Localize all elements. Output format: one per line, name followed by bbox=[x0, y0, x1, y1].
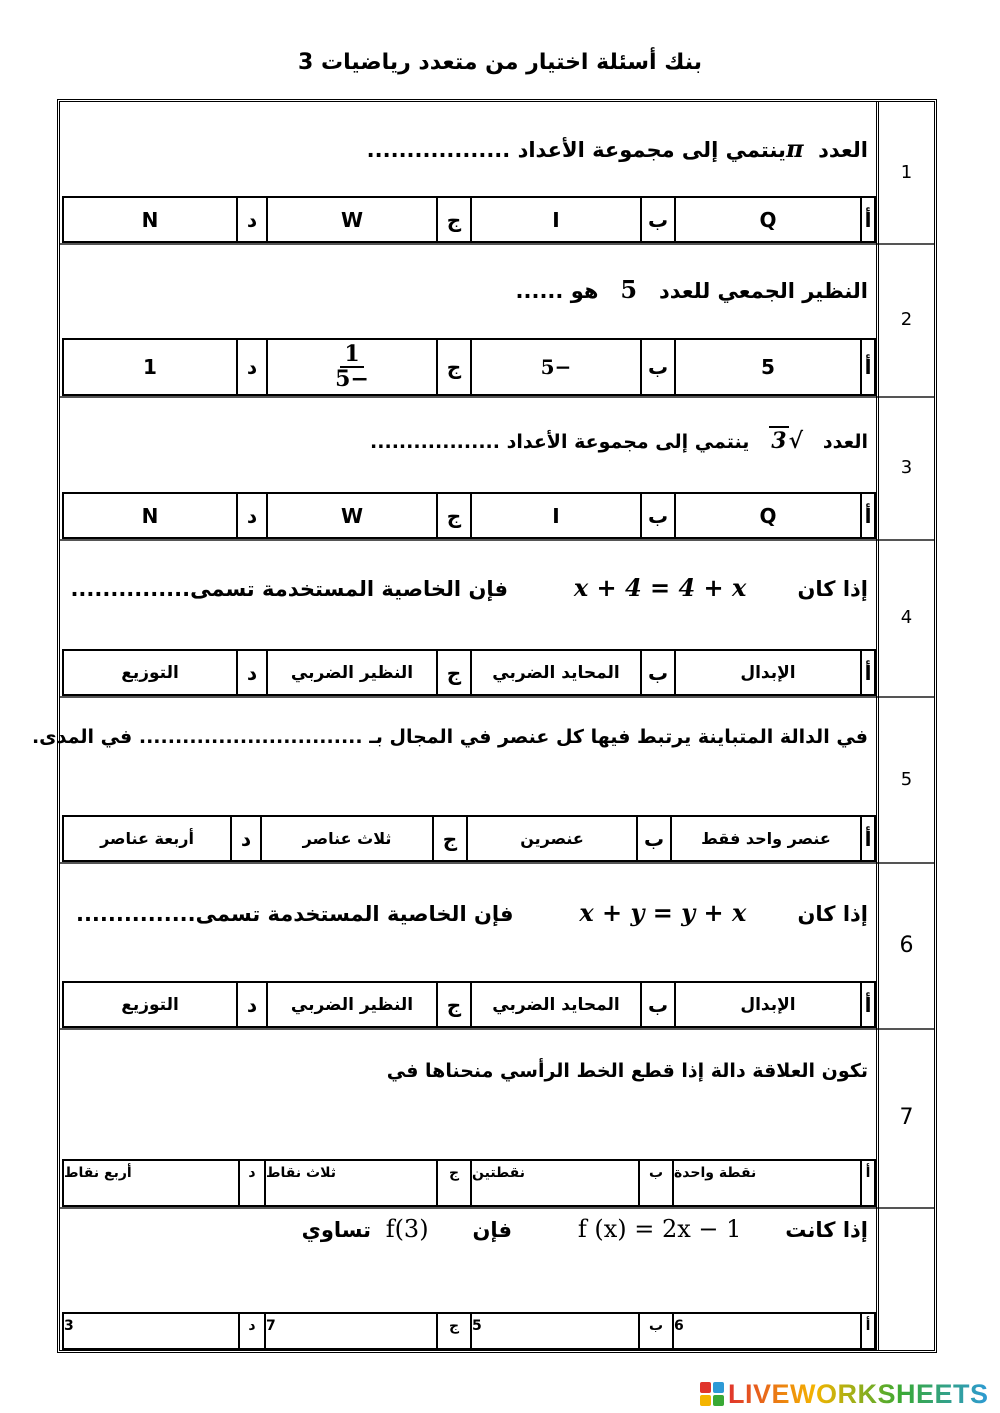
option-d[interactable]: التوزيع bbox=[121, 994, 179, 1015]
question-stem: إذا كانت f (x) = 2x − 1 فإن f(3) تساوي bbox=[301, 1215, 868, 1243]
option-letter-d: د bbox=[236, 983, 266, 1026]
option-a[interactable]: 6 bbox=[672, 1314, 860, 1348]
option-c[interactable]: 7 bbox=[264, 1314, 436, 1348]
question-number: 4 bbox=[876, 539, 934, 696]
brand-name: LIVEWORKSHEETS bbox=[728, 1378, 989, 1409]
question-stem: تكون العلاقة دالة إذا قطع الخط الرأسي منحناها في bbox=[386, 1060, 868, 1082]
option-a[interactable]: Q bbox=[674, 198, 860, 241]
question-4 bbox=[60, 539, 934, 698]
option-letter-d: د bbox=[230, 817, 260, 860]
question-7 bbox=[60, 1028, 934, 1209]
option-letter-c: ج bbox=[436, 983, 470, 1026]
answer-options bbox=[62, 492, 876, 539]
option-c[interactable]: ثلاث نقاط bbox=[264, 1161, 436, 1205]
question-number bbox=[876, 1207, 934, 1350]
option-b[interactable]: I bbox=[470, 198, 640, 241]
answer-options bbox=[62, 981, 876, 1028]
option-letter-d: د bbox=[236, 494, 266, 537]
option-c[interactable]: W bbox=[266, 198, 436, 241]
function-call: f(3) bbox=[385, 1215, 429, 1243]
option-b[interactable]: 5 bbox=[470, 1314, 638, 1348]
square-root: √3 bbox=[771, 428, 804, 454]
option-a[interactable]: 5 bbox=[674, 340, 860, 394]
question-5 bbox=[31, 696, 934, 864]
option-b[interactable]: عنصرين bbox=[466, 817, 636, 860]
option-b[interactable]: المحايد الضربي bbox=[470, 983, 640, 1026]
option-letter-d: د bbox=[236, 198, 266, 241]
question-table bbox=[31, 99, 937, 1353]
option-letter-a: أ bbox=[860, 340, 874, 394]
option-letter-c: ج bbox=[436, 1161, 470, 1205]
option-letter-a: أ bbox=[860, 1161, 874, 1205]
answer-options bbox=[62, 815, 876, 862]
option-d[interactable]: 3 bbox=[64, 1318, 74, 1334]
question-stem: إذا كان x + 4 = 4 + x فإن الخاصية المستخدمة تسمى............... bbox=[70, 573, 868, 602]
equation: x + y = y + x bbox=[579, 898, 747, 927]
option-letter-a: أ bbox=[860, 983, 874, 1026]
question-number: 6 bbox=[876, 862, 934, 1028]
answer-options bbox=[62, 338, 876, 396]
option-letter-c: ج bbox=[436, 494, 470, 537]
question-stem: العدد √3 ينتمي إلى مجموعة الأعداد .................. bbox=[370, 428, 868, 454]
option-letter-b: ب bbox=[640, 198, 674, 241]
option-a[interactable]: Q bbox=[674, 494, 860, 537]
option-b[interactable]: −5 bbox=[470, 340, 640, 394]
option-letter-b: ب bbox=[640, 340, 674, 394]
logo-square-yellow bbox=[700, 1395, 711, 1406]
option-letter-b: ب bbox=[640, 651, 674, 694]
question-stem: العدد πينتمي إلى مجموعة الأعداد .................. bbox=[366, 134, 868, 163]
option-letter-b: ب bbox=[640, 983, 674, 1026]
option-letter-c: ج bbox=[436, 340, 470, 394]
option-d[interactable]: N bbox=[141, 503, 159, 528]
question-8 bbox=[60, 1207, 934, 1350]
question-1 bbox=[60, 102, 934, 245]
answer-options bbox=[62, 1312, 876, 1350]
option-letter-d: د bbox=[238, 1161, 264, 1205]
page-title: بنك أسئلة اختيار من متعدد رياضيات 3 bbox=[298, 50, 702, 75]
option-letter-c: ج bbox=[436, 1314, 470, 1348]
option-letter-d: د bbox=[238, 1314, 264, 1348]
question-number: 1 bbox=[876, 102, 934, 243]
equation: x + 4 = 4 + x bbox=[573, 573, 747, 602]
option-d[interactable]: أربع نقاط bbox=[64, 1165, 132, 1181]
option-b[interactable]: المحايد الضربي bbox=[470, 651, 640, 694]
option-c[interactable]: ثلاث عناصر bbox=[260, 817, 432, 860]
option-b[interactable]: I bbox=[470, 494, 640, 537]
option-letter-a: أ bbox=[860, 198, 874, 241]
option-d[interactable]: 1 bbox=[143, 355, 157, 379]
question-number: 2 bbox=[876, 243, 934, 396]
option-c[interactable]: W bbox=[266, 494, 436, 537]
question-2 bbox=[60, 243, 934, 398]
logo-square-green bbox=[713, 1395, 724, 1406]
option-letter-c: ج bbox=[436, 651, 470, 694]
option-letter-b: ب bbox=[640, 494, 674, 537]
option-d[interactable]: التوزيع bbox=[121, 662, 179, 683]
question-number: 7 bbox=[876, 1028, 934, 1207]
option-letter-a: أ bbox=[860, 494, 874, 537]
option-letter-d: د bbox=[236, 340, 266, 394]
question-6 bbox=[60, 862, 934, 1030]
option-a[interactable]: نقطة واحدة bbox=[672, 1161, 860, 1205]
pi-symbol: π bbox=[785, 134, 804, 163]
liveworksheets-logo bbox=[700, 1378, 992, 1410]
option-letter-a: أ bbox=[860, 651, 874, 694]
question-number: 3 bbox=[876, 396, 934, 539]
question-stem: النظير الجمعي للعدد 5 هو ...... bbox=[515, 275, 868, 304]
option-letter-c: ج bbox=[436, 198, 470, 241]
option-c[interactable]: النظير الضربي bbox=[266, 983, 436, 1026]
option-letter-a: أ bbox=[860, 1314, 874, 1348]
option-b[interactable]: نقطتين bbox=[470, 1161, 638, 1205]
option-a[interactable]: الإبدال bbox=[674, 651, 860, 694]
logo-icon bbox=[700, 1382, 724, 1406]
function-definition: f (x) = 2x − 1 bbox=[577, 1215, 742, 1243]
answer-options bbox=[62, 196, 876, 243]
option-letter-b: ب bbox=[638, 1314, 672, 1348]
option-letter-a: أ bbox=[860, 817, 874, 860]
question-stem: إذا كان x + y = y + x فإن الخاصية المستخدمة تسمى............... bbox=[75, 898, 868, 927]
option-c[interactable]: النظير الضربي bbox=[266, 651, 436, 694]
option-letter-b: ب bbox=[636, 817, 670, 860]
question-stem: في الدالة المتباينة يرتبط فيها كل عنصر في المجال بـ ............................... في المدى. bbox=[31, 726, 868, 748]
question-3 bbox=[60, 396, 934, 541]
question-number: 5 bbox=[876, 696, 934, 862]
option-a[interactable]: عنصر واحد فقط bbox=[670, 817, 860, 860]
option-d[interactable]: N bbox=[141, 207, 159, 232]
option-a[interactable]: الإبدال bbox=[674, 983, 860, 1026]
option-c[interactable] bbox=[266, 340, 436, 394]
fraction: $\frac{1}{-5}$ bbox=[335, 340, 369, 392]
logo-square-blue bbox=[713, 1382, 724, 1393]
option-d[interactable]: أربعة عناصر bbox=[100, 829, 194, 848]
option-letter-c: ج bbox=[432, 817, 466, 860]
answer-options bbox=[62, 649, 876, 696]
answer-options bbox=[62, 1159, 876, 1207]
logo-square-red bbox=[700, 1382, 711, 1393]
option-letter-d: د bbox=[236, 651, 266, 694]
option-letter-b: ب bbox=[638, 1161, 672, 1205]
